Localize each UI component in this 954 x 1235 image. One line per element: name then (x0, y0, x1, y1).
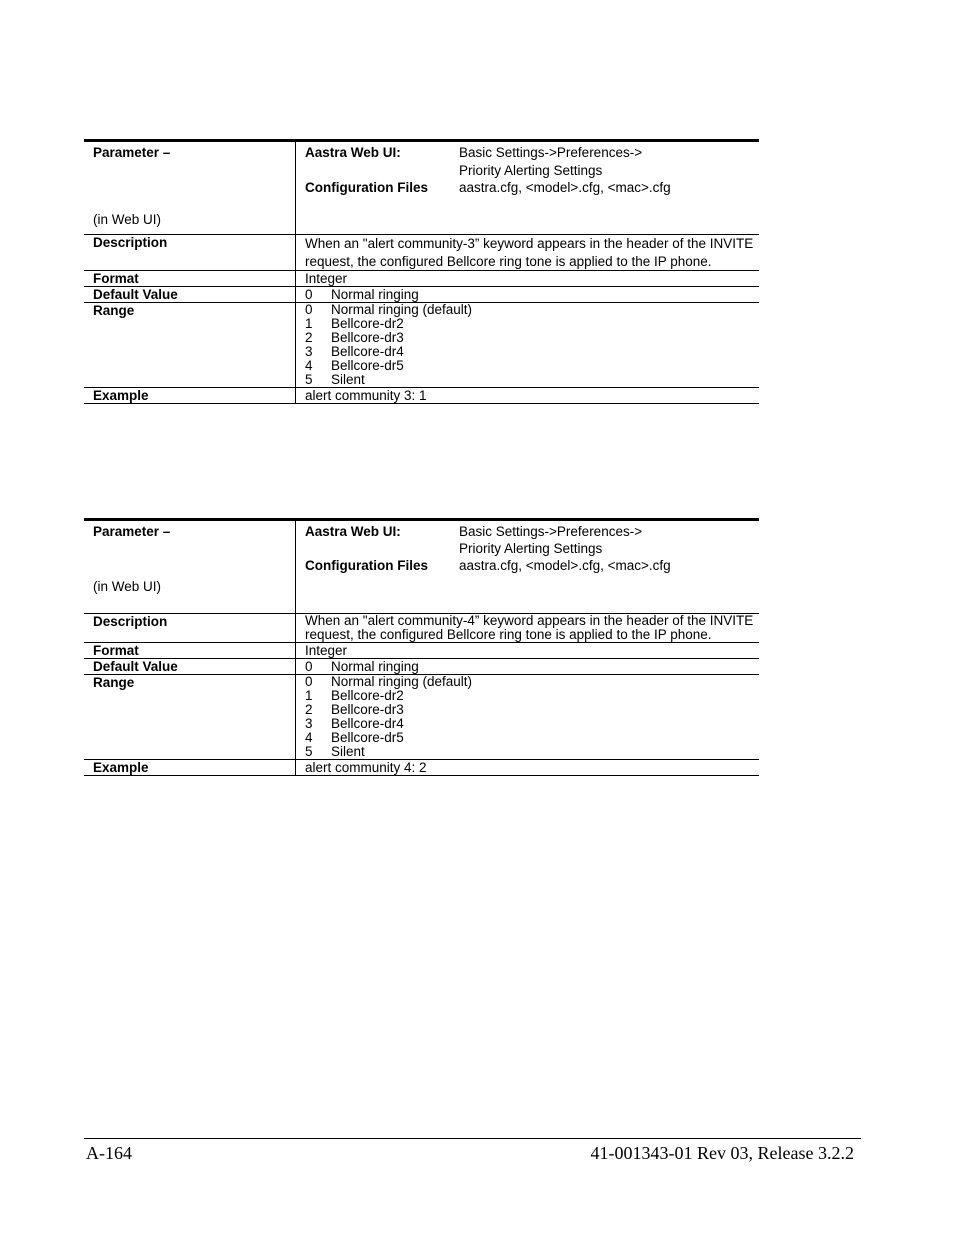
range-item: 3 Bellcore-dr4 (305, 716, 404, 731)
parameter-web-note: (in Web UI) (93, 212, 162, 227)
footer-divider (84, 1138, 861, 1139)
default-value-row (84, 287, 759, 303)
web-ui-path-line2: Priority Alerting Settings (459, 541, 603, 556)
range-item: 5 Silent (305, 744, 365, 759)
example-row (84, 760, 759, 776)
parameter-row (84, 141, 759, 235)
example-value: alert community 3: 1 (296, 388, 760, 404)
format-value: Integer (296, 643, 760, 659)
format-row (84, 643, 759, 659)
range-item: 5 Silent (305, 372, 365, 387)
web-ui-path-line1: Basic Settings->Preferences-> (459, 524, 643, 539)
document-info: 41-001343-01 Rev 03, Release 3.2.2 (590, 1143, 854, 1163)
web-ui-path-line2: Priority Alerting Settings (459, 163, 603, 178)
format-value: Integer (296, 271, 760, 287)
description-text: When an "alert community-4” keyword appears in the header of the INVITE request, the configured Bellcore ring tone is applied to the IP phone. (296, 614, 760, 643)
parameter-label: Parameter – (93, 145, 171, 160)
example-value: alert community 4: 2 (296, 760, 760, 776)
format-row (84, 271, 759, 287)
description-text: When an "alert community-3” keyword appears in the header of the INVITE request, the configured Bellcore ring tone is applied to the IP phone. (296, 235, 760, 271)
parameter-label: Parameter – (93, 524, 171, 539)
example-label: Example (93, 388, 149, 403)
range-item: 3 Bellcore-dr4 (305, 344, 404, 359)
range-label: Range (93, 675, 135, 690)
format-label: Format (93, 271, 139, 286)
web-ui-label: Aastra Web UI: (305, 145, 401, 160)
config-files-value: aastra.cfg, <model>.cfg, <mac>.cfg (459, 558, 671, 573)
config-files-value: aastra.cfg, <model>.cfg, <mac>.cfg (459, 180, 671, 195)
range-list (296, 675, 760, 760)
default-value-text: Normal ringing (331, 659, 419, 674)
range-label: Range (93, 303, 135, 318)
description-row (84, 614, 759, 643)
range-item: 1 Bellcore-dr2 (305, 688, 404, 703)
default-value-number: 0 (305, 659, 313, 674)
default-value-row (84, 659, 759, 675)
page-number: A-164 (86, 1143, 132, 1163)
web-ui-label: Aastra Web UI: (305, 524, 401, 539)
description-row (84, 235, 759, 271)
default-value-label: Default Value (93, 659, 178, 674)
range-item: 2 Bellcore-dr3 (305, 702, 404, 717)
range-item: 0 Normal ringing (default) (305, 674, 473, 689)
parameter-row (84, 520, 759, 614)
description-label: Description (93, 235, 168, 250)
range-row (84, 675, 759, 760)
range-item: 4 Bellcore-dr5 (305, 730, 404, 745)
range-list (296, 303, 760, 388)
parameter-table-alert-community-3 (84, 139, 759, 404)
default-value-text: Normal ringing (331, 287, 419, 302)
range-item: 2 Bellcore-dr3 (305, 330, 404, 345)
range-row (84, 303, 759, 388)
default-value-number: 0 (305, 287, 313, 302)
example-row (84, 388, 759, 404)
default-value-label: Default Value (93, 287, 178, 302)
format-label: Format (93, 643, 139, 658)
config-files-label: Configuration Files (305, 180, 428, 195)
description-label: Description (93, 614, 168, 629)
parameter-table-alert-community-4 (84, 518, 759, 776)
range-item: 4 Bellcore-dr5 (305, 358, 404, 373)
parameter-web-note: (in Web UI) (93, 579, 162, 594)
config-files-label: Configuration Files (305, 558, 428, 573)
range-item: 0 Normal ringing (default) (305, 302, 473, 317)
example-label: Example (93, 760, 149, 775)
range-item: 1 Bellcore-dr2 (305, 316, 404, 331)
web-ui-path-line1: Basic Settings->Preferences-> (459, 145, 643, 160)
